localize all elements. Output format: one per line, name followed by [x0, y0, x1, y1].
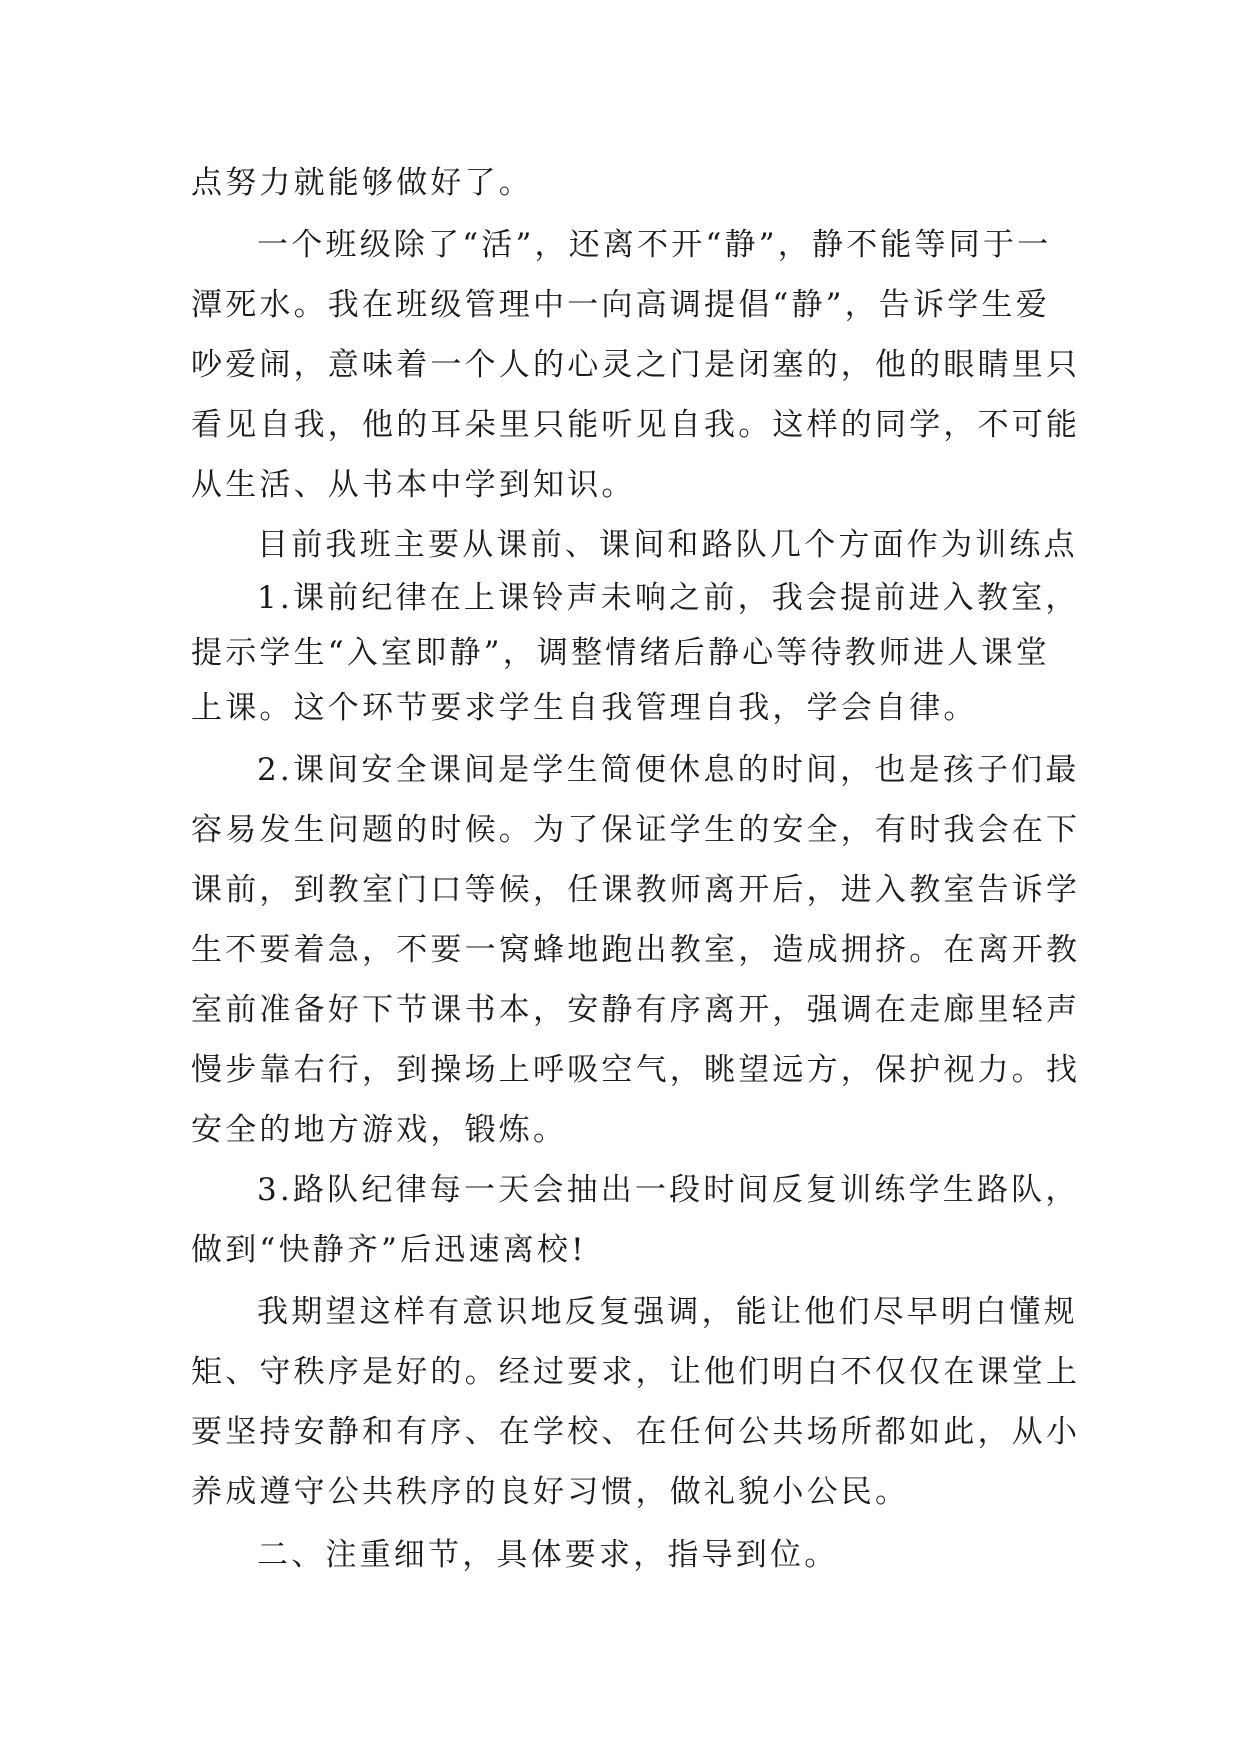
text-line: 看见自我，他的耳朵里只能听见自我。这样的同学，不可能	[191, 407, 1081, 443]
text-line: 提示学生“入室即静”，调整情绪后静心等待教师进人课堂	[191, 635, 1050, 671]
text-line: 做到“快静齐”后迅速离校!	[191, 1232, 587, 1268]
text-line: 一个班级除了“活”，还离不开“静”，静不能等同于一	[257, 227, 1052, 263]
text-line: 吵爱闹，意味着一个人的心灵之门是闭塞的，他的眼睛里只	[191, 347, 1081, 383]
text-line: 室前准备好下节课书本，安静有序离开，强调在走廊里轻声	[191, 992, 1081, 1028]
text-line: 二、注重细节，具体要求，指导到位。	[257, 1537, 839, 1573]
text-line: 点努力就能够做好了。	[191, 165, 533, 201]
text-line: 上课。这个环节要求学生自我管理自我，学会自律。	[191, 690, 978, 726]
text-line: 矩、守秩序是好的。经过要求，让他们明白不仅仅在课堂上	[191, 1354, 1081, 1390]
text-line: 潭死水。我在班级管理中一向高调提倡“静”，告诉学生爱	[191, 287, 1050, 323]
text-line: 从生活、从书本中学到知识。	[191, 467, 636, 503]
text-line: 慢步靠右行，到操场上呼吸空气，眺望远方，保护视力。找	[191, 1052, 1081, 1088]
text-line: 2.课间安全课间是学生简便休息的时间，也是孩子们最	[257, 752, 1080, 788]
text-line: 安全的地方游戏，锻炼。	[191, 1112, 568, 1148]
text-line: 1.课前纪律在上课铃声未响之前，我会提前进入教室，	[257, 580, 1080, 616]
text-line: 目前我班主要从课前、课间和路队几个方面作为训练点	[257, 527, 1078, 563]
text-line: 生不要着急，不要一窝蜂地跑出教室，造成拥挤。在离开教	[191, 932, 1081, 968]
text-line: 3.路队纪律每一天会抽出一段时间反复训练学生路队，	[257, 1172, 1080, 1208]
text-line: 养成遵守公共秩序的良好习惯，做礼貌小公民。	[191, 1474, 910, 1510]
text-line: 要坚持安静和有序、在学校、在任何公共场所都如此，从小	[191, 1414, 1081, 1450]
text-line: 容易发生问题的时候。为了保证学生的安全，有时我会在下	[191, 812, 1081, 848]
text-line: 课前，到教室门口等候，任课教师离开后，进入教室告诉学	[191, 872, 1081, 908]
text-line: 我期望这样有意识地反复强调，能让他们尽早明白懂规	[257, 1294, 1078, 1330]
